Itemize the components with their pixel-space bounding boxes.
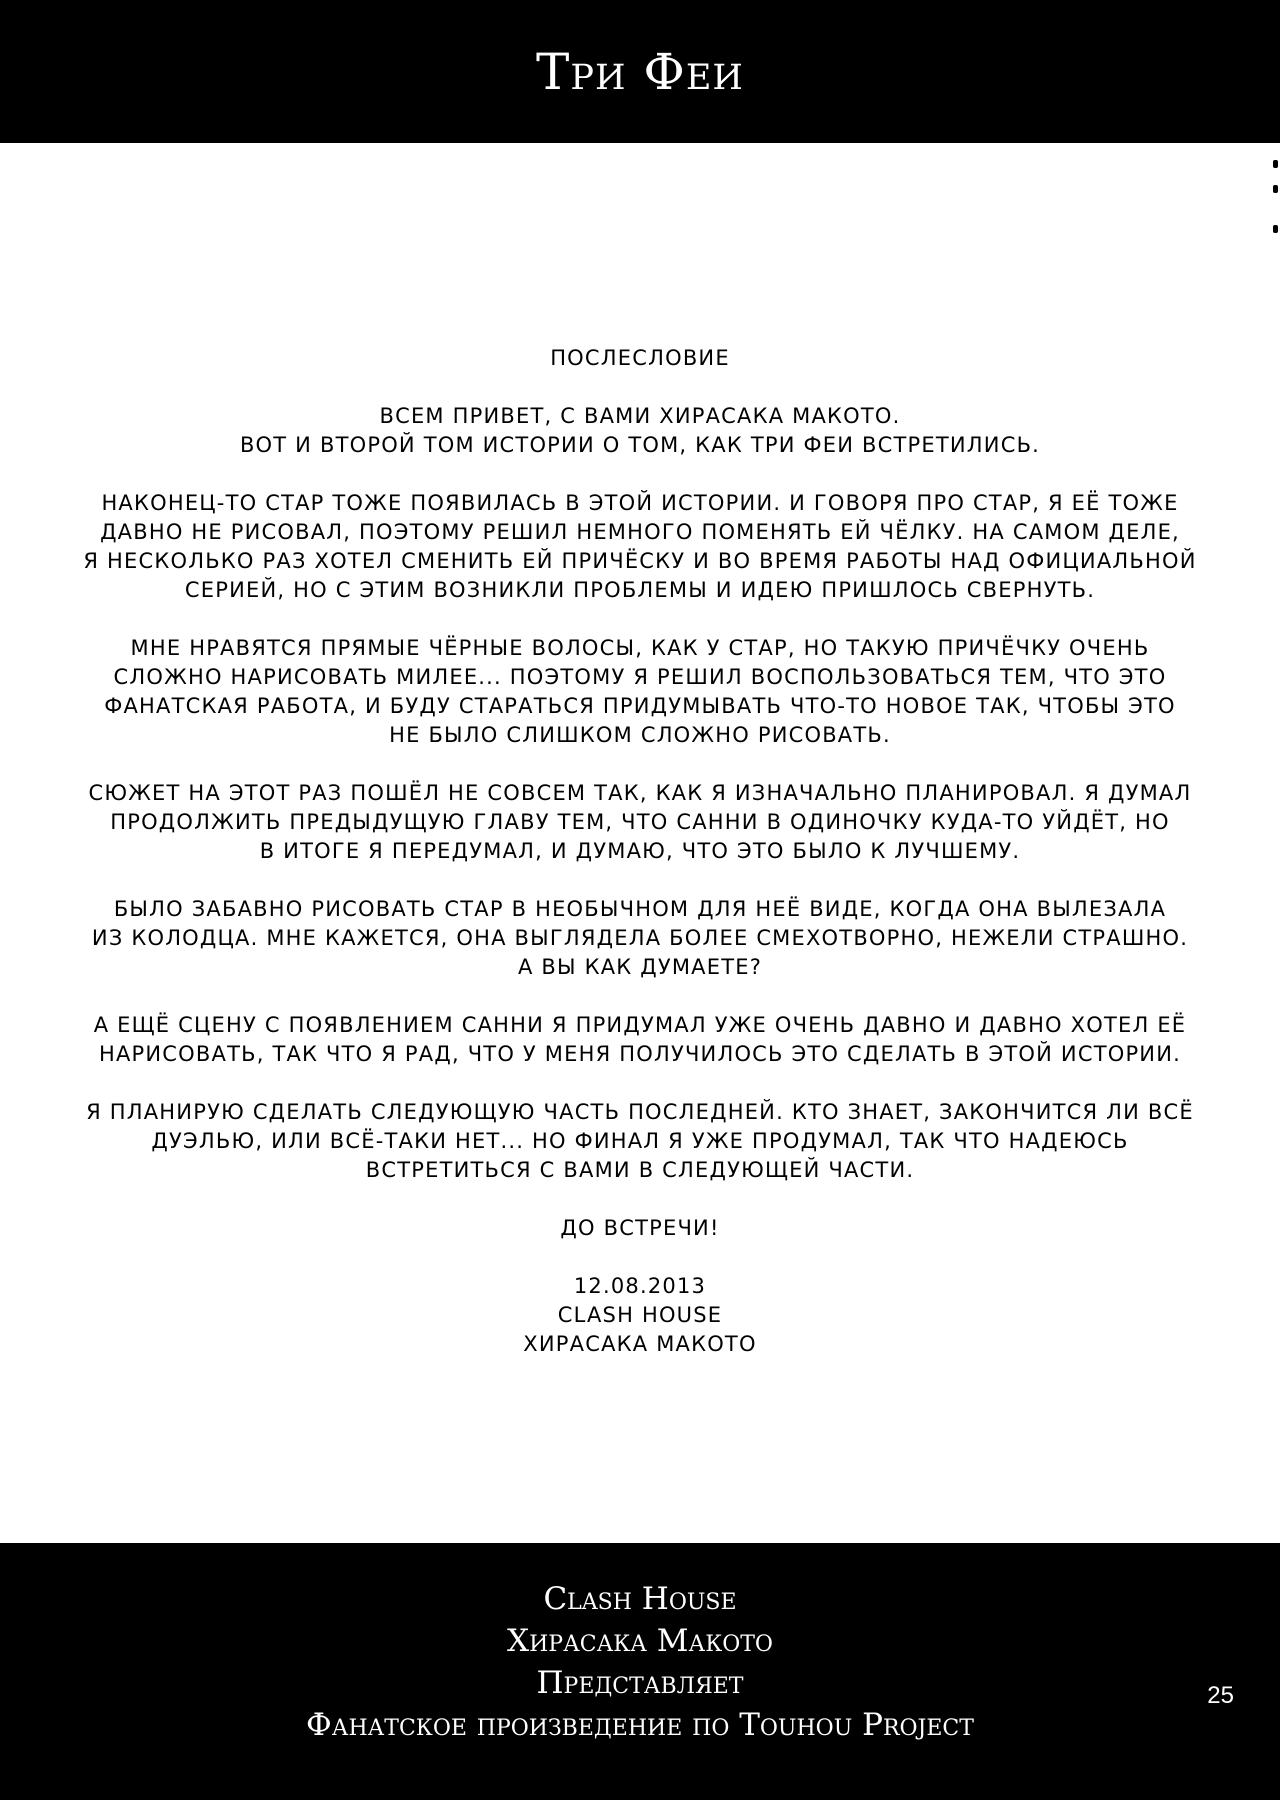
afterword-paragraph [40,1011,1240,1069]
credit-line: Clash House [543,1581,737,1617]
text-line: ВСЕМ ПРИВЕТ, С ВАМИ ХИРАСАКА МАКОТО. [379,404,901,428]
text-line: ДУЭЛЬЮ, ИЛИ ВСЁ-ТАКИ НЕТ... НО ФИНАЛ Я УЖЕ ПРОДУМАЛ, ТАК ЧТО НАДЕЮСЬ [151,1129,1129,1153]
text-line: НАКОНЕЦ-ТО СТАР ТОЖЕ ПОЯВИЛАСЬ В ЭТОЙ ИСТОРИИ. И ГОВОРЯ ПРО СТАР, Я ЕЁ ТОЖЕ [101,491,1179,515]
text-line: ПОСЛЕСЛОВИЕ [550,346,730,370]
edge-mark [1273,160,1278,168]
page-number: 25 [1207,1682,1234,1709]
signature-date: 12.08.2013 [573,1274,707,1298]
afterword-paragraph [40,489,1240,605]
afterword-paragraph [40,1098,1240,1185]
footer-credits [0,1578,1280,1746]
afterword-heading [40,344,1240,373]
afterword-text [40,344,1240,1359]
text-line: ВОТ И ВТОРОЙ ТОМ ИСТОРИИ О ТОМ, КАК ТРИ ФЕИ ВСТРЕТИЛИСЬ. [239,433,1041,457]
text-line: МНЕ НРАВЯТСЯ ПРЯМЫЕ ЧЁРНЫЕ ВОЛОСЫ, КАК У СТАР, НО ТАКУЮ ПРИЧЁЧКУ ОЧЕНЬ [130,636,1150,660]
text-line: НАРИСОВАТЬ, ТАК ЧТО Я РАД, ЧТО У МЕНЯ ПОЛУЧИЛОСЬ ЭТО СДЕЛАТЬ В ЭТОЙ ИСТОРИИ. [98,1042,1182,1066]
afterword-paragraph [40,634,1240,750]
text-line: СЛОЖНО НАРИСОВАТЬ МИЛЕЕ... ПОЭТОМУ Я РЕШИЛ ВОСПОЛЬЗОВАТЬСЯ ТЕМ, ЧТО ЭТО [113,665,1167,689]
afterword-paragraph [40,402,1240,460]
afterword-closing [40,1214,1240,1243]
text-line: НЕ БЫЛО СЛИШКОМ СЛОЖНО РИСОВАТЬ. [389,723,891,747]
afterword-paragraph [40,895,1240,982]
text-line: Я НЕСКОЛЬКО РАЗ ХОТЕЛ СМЕНИТЬ ЕЙ ПРИЧЁСКУ И ВО ВРЕМЯ РАБОТЫ НАД ОФИЦИАЛЬНОЙ [83,549,1197,573]
text-line: ДАВНО НЕ РИСОВАЛ, ПОЭТОМУ РЕШИЛ НЕМНОГО ПОМЕНЯТЬ ЕЙ ЧЁЛКУ. НА САМОМ ДЕЛЕ, [100,520,1180,544]
signature-author: ХИРАСАКА МАКОТО [523,1332,757,1356]
text-line: В ИТОГЕ Я ПЕРЕДУМАЛ, И ДУМАЮ, ЧТО ЭТО БЫЛО К ЛУЧШЕМУ. [259,839,1021,863]
text-line: А ЕЩЁ СЦЕНУ С ПОЯВЛЕНИЕМ САННИ Я ПРИДУМАЛ УЖЕ ОЧЕНЬ ДАВНО И ДАВНО ХОТЕЛ ЕЁ [93,1013,1187,1037]
afterword-signature [40,1272,1240,1359]
credit-line: Хирасака Макото [507,1623,773,1659]
text-line: ДО ВСТРЕЧИ! [560,1216,720,1240]
text-line: ФАНАТСКАЯ РАБОТА, И БУДУ СТАРАТЬСЯ ПРИДУМЫВАТЬ ЧТО-ТО НОВОЕ ТАК, ЧТОБЫ ЭТО [104,694,1176,718]
credit-line: Представляет [536,1665,744,1701]
edge-mark [1273,225,1278,233]
page-title: Три Феи [536,42,744,101]
credit-line: Фанатское произведение по Touhou Project [306,1707,974,1743]
text-line: СЮЖЕТ НА ЭТОТ РАЗ ПОШЁЛ НЕ СОВСЕМ ТАК, КАК Я ИЗНАЧАЛЬНО ПЛАНИРОВАЛ. Я ДУМАЛ [88,781,1192,805]
afterword-paragraph [40,779,1240,866]
text-line: БЫЛО ЗАБАВНО РИСОВАТЬ СТАР В НЕОБЫЧНОМ ДЛЯ НЕЁ ВИДЕ, КОГДА ОНА ВЫЛЕЗАЛА [113,897,1167,921]
text-line: ИЗ КОЛОДЦА. МНЕ КАЖЕТСЯ, ОНА ВЫГЛЯДЕЛА БОЛЕЕ СМЕХОТВОРНО, НЕЖЕЛИ СТРАШНО. [91,926,1189,950]
edge-mark [1273,185,1278,193]
signature-circle: CLASH HOUSE [557,1303,723,1327]
text-line: СЕРИЕЙ, НО С ЭТИМ ВОЗНИКЛИ ПРОБЛЕМЫ И ИДЕЮ ПРИШЛОСЬ СВЕРНУТЬ. [184,578,1096,602]
text-line: А ВЫ КАК ДУМАЕТЕ? [517,955,763,979]
text-line: ВСТРЕТИТЬСЯ С ВАМИ В СЛЕДУЮЩЕЙ ЧАСТИ. [365,1158,915,1182]
text-line: Я ПЛАНИРУЮ СДЕЛАТЬ СЛЕДУЮЩУЮ ЧАСТЬ ПОСЛЕДНЕЙ. КТО ЗНАЕТ, ЗАКОНЧИТСЯ ЛИ ВСЁ [86,1100,1194,1124]
text-line: ПРОДОЛЖИТЬ ПРЕДЫДУЩУЮ ГЛАВУ ТЕМ, ЧТО САННИ В ОДИНОЧКУ КУДА-ТО УЙДЁТ, НО [110,810,1170,834]
